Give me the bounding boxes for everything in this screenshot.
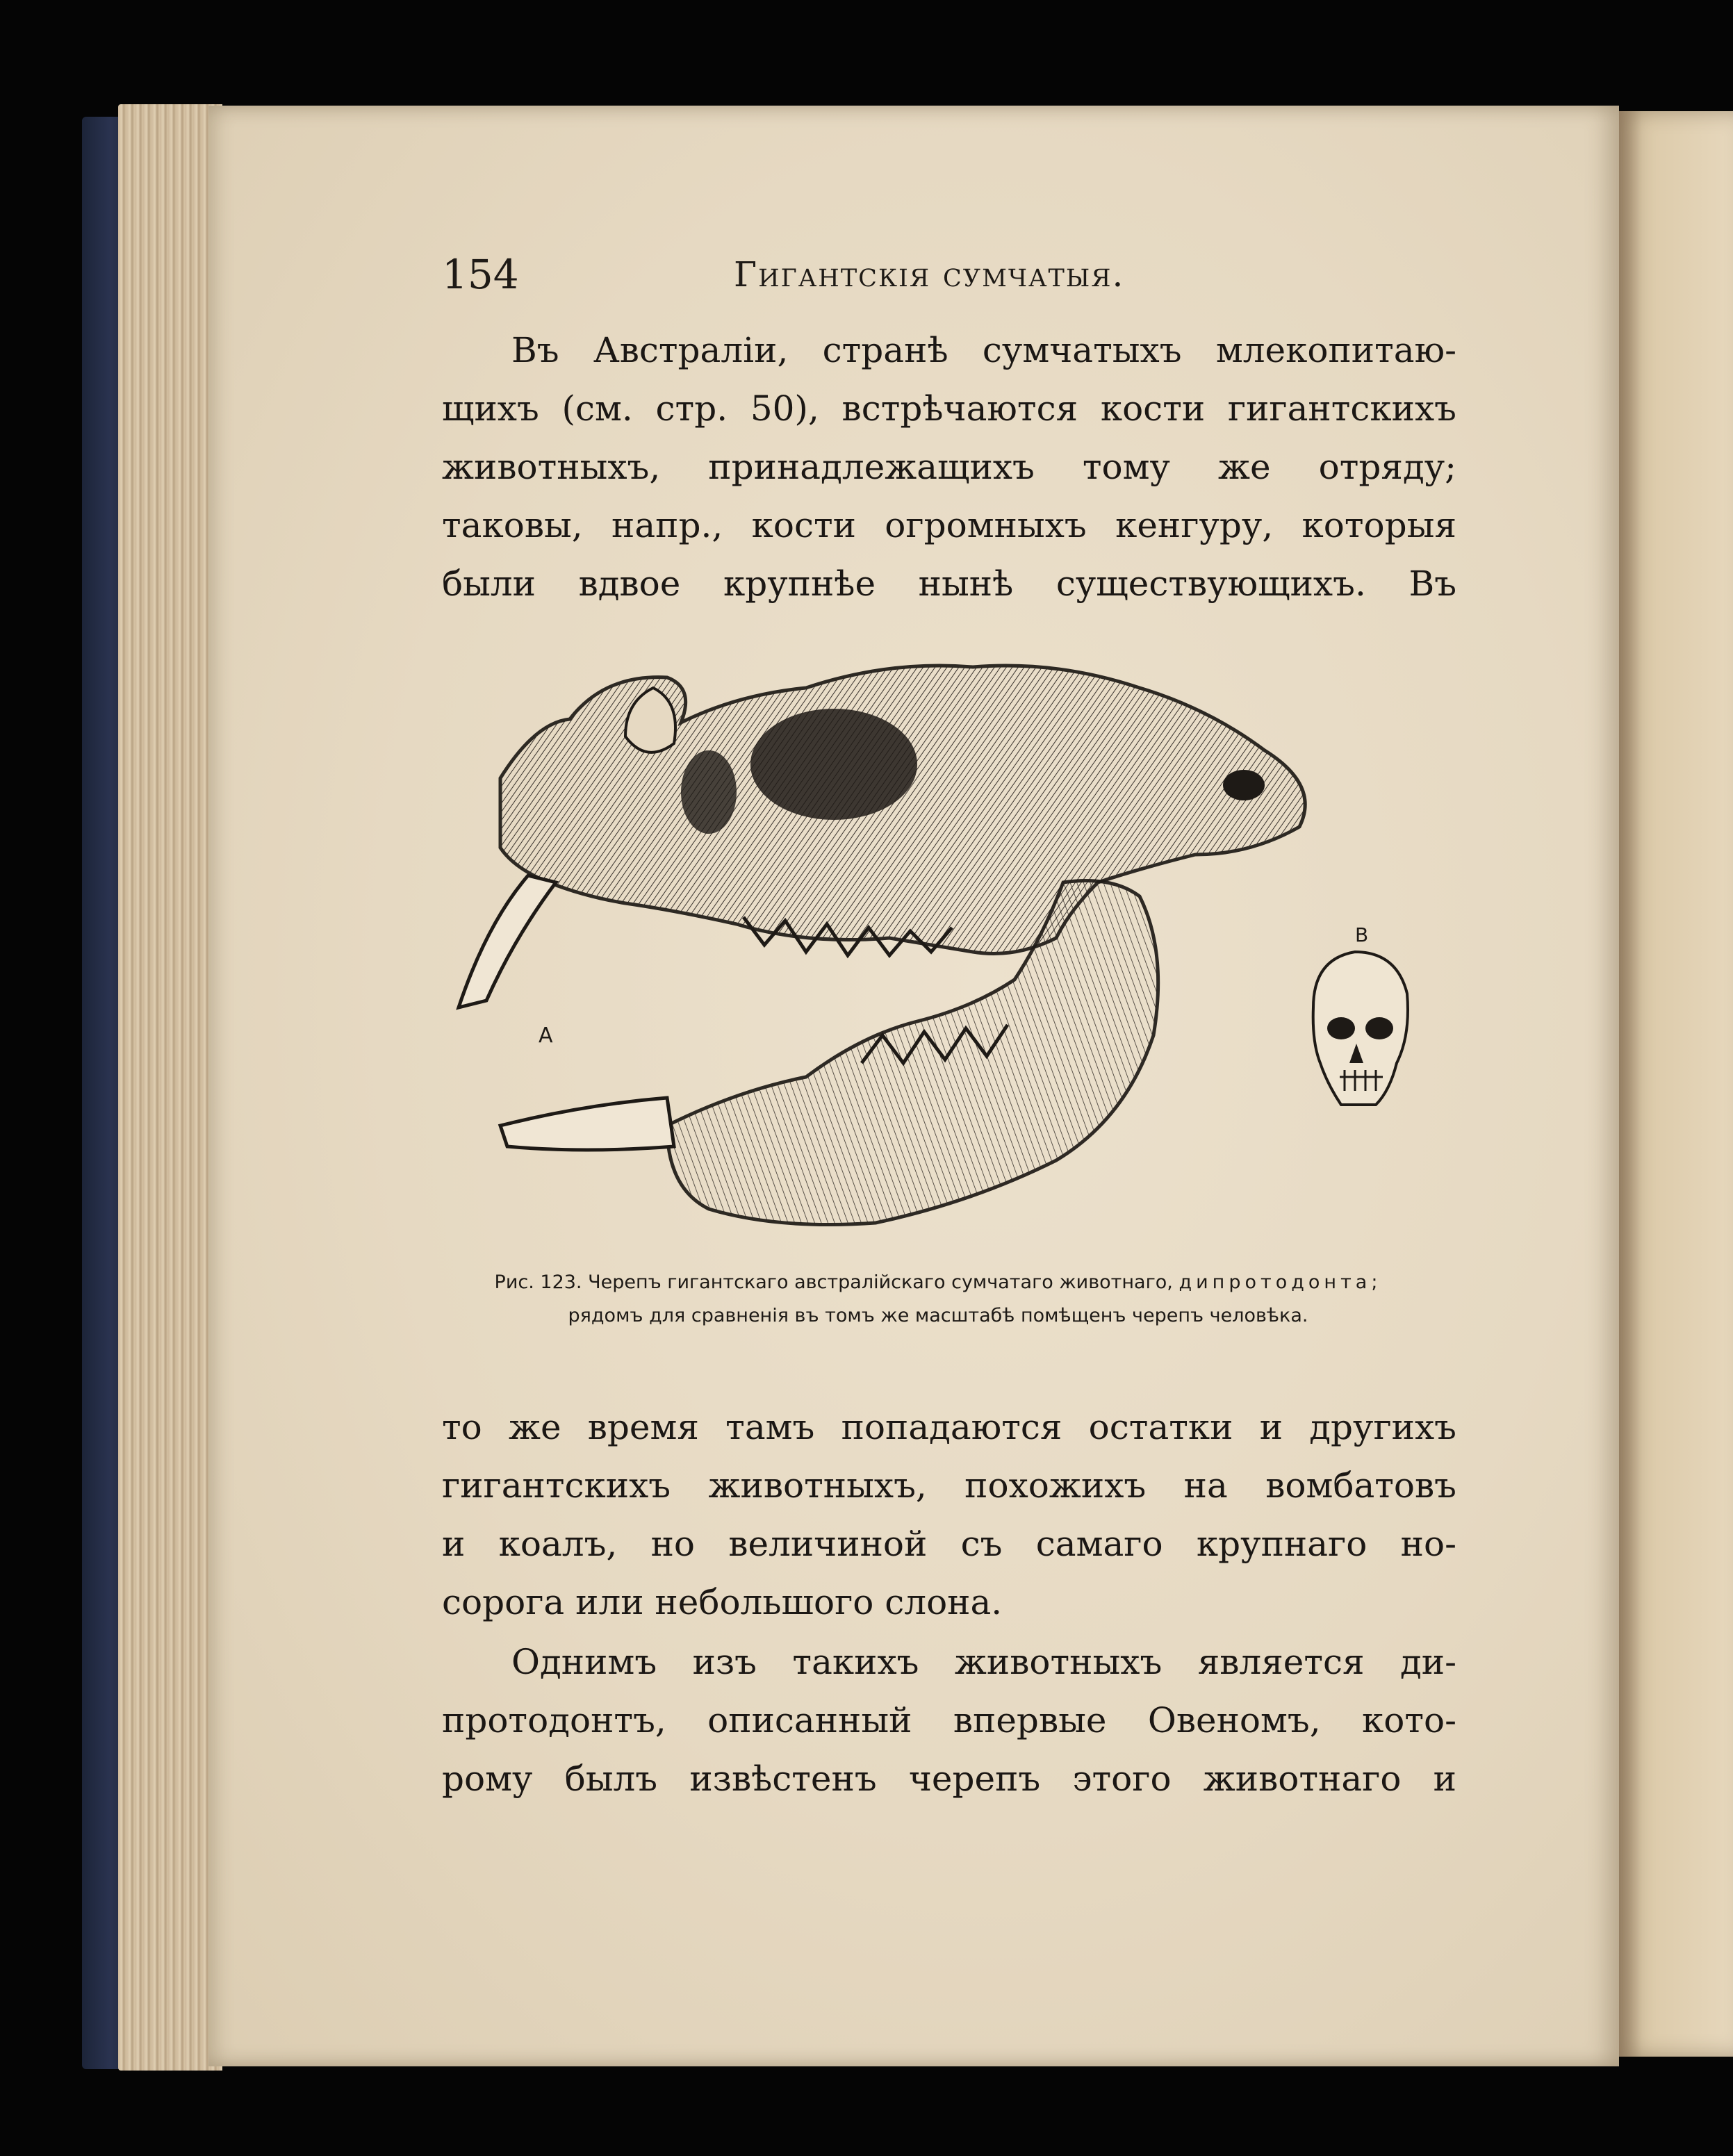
running-head <box>442 243 1443 306</box>
page-number: 154 <box>442 251 519 298</box>
text-line: и коалъ, но величиной съ самаго крупнаго но- <box>442 1524 1456 1564</box>
skull-illustration <box>445 646 1431 1258</box>
paragraph-3 <box>442 1633 1456 1808</box>
human-skull <box>1313 952 1408 1105</box>
text-line: гигантскихъ животныхъ, похожихъ на вомбатовъ <box>442 1465 1456 1506</box>
text-line: щихъ (см. стр. 50), встрѣчаются кости гигантскихъ <box>442 388 1456 429</box>
text-line: сорога или небольшого слона. <box>442 1582 1003 1622</box>
text-line: таковы, напр., кости огромныхъ кенгуру, которыя <box>442 505 1456 545</box>
caption-species-name: дипротодонта; <box>1178 1272 1382 1293</box>
caption-line-2: рядомъ для сравненія въ томъ же масштабѣ помѣщенъ черепъ человѣка. <box>568 1305 1308 1326</box>
text-line: протодонтъ, описанный впервые Овеномъ, кото- <box>442 1700 1456 1741</box>
diprotodon-skull <box>459 666 1305 1007</box>
figure-skulls <box>445 646 1431 1258</box>
text-line: были вдвое крупнѣе нынѣ существующихъ. Въ <box>442 563 1456 604</box>
caption-line-1: Рис. 123. Черепъ гигантскаго австралійскаго сумчатаго животнаго, <box>494 1272 1179 1293</box>
label-b: B <box>1355 923 1369 946</box>
figure-caption <box>431 1266 1445 1333</box>
text-line: Въ Австраліи, странѣ сумчатыхъ млекопитаю- <box>511 330 1456 370</box>
facing-page <box>1619 111 1733 2057</box>
text-line: то же время тамъ попадаются остатки и другихъ <box>442 1407 1456 1447</box>
text-line: животныхъ, принадлежащихъ тому же отряду; <box>442 447 1456 487</box>
label-a: A <box>539 1023 553 1048</box>
running-title: Гигантскія сумчатыя. <box>734 254 1125 295</box>
paragraph-1 <box>442 321 1456 613</box>
paragraph-2 <box>442 1398 1456 1631</box>
text-line: рому былъ извѣстенъ черепъ этого животнаго и <box>442 1759 1456 1799</box>
page-edges <box>118 104 222 2071</box>
text-line: Однимъ изъ такихъ животныхъ является ди- <box>511 1642 1456 1682</box>
